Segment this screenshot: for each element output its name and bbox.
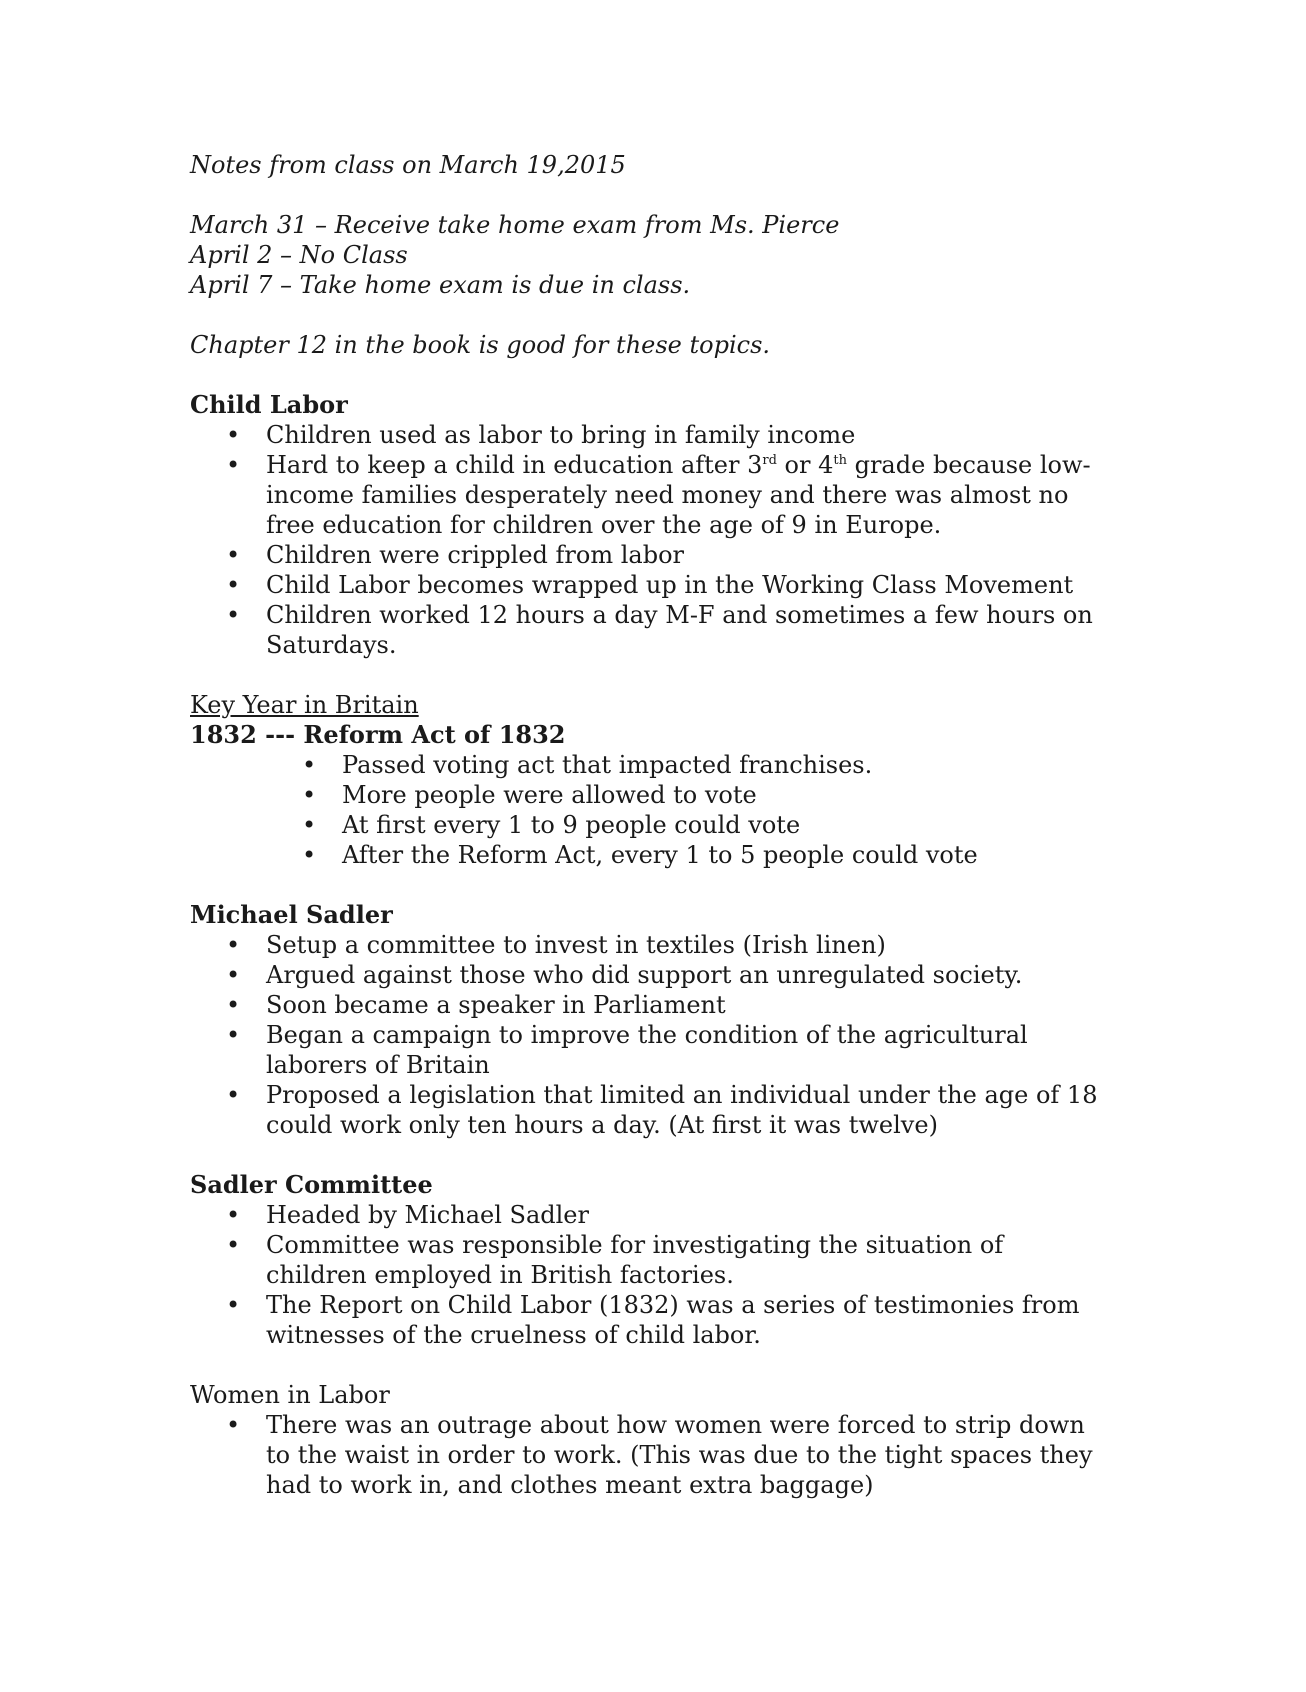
superscript: th [833,453,847,468]
section-heading-child-labor: Child Labor [190,390,348,419]
spacer [190,360,1106,390]
list-item [190,450,1106,540]
section-heading-women-in-labor: Women in Labor [190,1381,390,1409]
women-in-labor-list [190,1410,1106,1500]
list-item-text: or 4 [776,451,834,479]
list-item: • The Report on Child Labor (1832) was a series of testimonies from witnesses of the cruelness of child labor. [190,1290,1106,1350]
spacer [190,870,1106,900]
notes-date-line: Notes from class on March 19,2015 [190,151,626,179]
list-item: • Proposed a legislation that limited an individual under the age of 18 could work only ten hours a day. (At first it was twelve) [190,1080,1106,1140]
list-item: • Children worked 12 hours a day M-F and sometimes a few hours on Saturdays. [190,600,1106,660]
list-item: • Children were crippled from labor [190,540,1106,570]
chapter-note: Chapter 12 in the book is good for these topics. [190,331,771,359]
spacer [190,180,1106,210]
section-heading-reform-act: 1832 --- Reform Act of 1832 [190,720,566,749]
list-item: • More people were allowed to vote [190,780,1106,810]
schedule-line: March 31 – Receive take home exam from Ms. Pierce [190,211,840,239]
section-heading-michael-sadler: Michael Sadler [190,900,393,929]
section-heading-sadler-committee: Sadler Committee [190,1170,433,1199]
list-item: • Setup a committee to invest in textiles (Irish linen) [190,930,1106,960]
spacer [190,660,1106,690]
list-item: • Headed by Michael Sadler [190,1200,1106,1230]
list-item: • Committee was responsible for investigating the situation of children employed in British factories. [190,1230,1106,1290]
list-item: • Passed voting act that impacted franchises. [190,750,1106,780]
list-item: • Child Labor becomes wrapped up in the Working Class Movement [190,570,1106,600]
superscript: rd [762,453,777,468]
child-labor-list [190,420,1106,660]
schedule-line: April 2 – No Class [190,241,408,269]
list-item: • Argued against those who did support an unregulated society. [190,960,1106,990]
list-item: • Began a campaign to improve the condition of the agricultural laborers of Britain [190,1020,1106,1080]
list-item-text: Hard to keep a child in education after 3 [266,451,763,479]
reform-act-list [190,750,1106,870]
list-item: • There was an outrage about how women were forced to strip down to the waist in order to work. (This was due to the tight spaces they had to work in, and clothes meant extra baggage) [190,1410,1106,1500]
list-item: • Children used as labor to bring in family income [190,420,1106,450]
list-item: • After the Reform Act, every 1 to 5 people could vote [190,840,1106,870]
spacer [190,300,1106,330]
list-item: • Soon became a speaker in Parliament [190,990,1106,1020]
spacer [190,1350,1106,1380]
list-item-text: grade because low-income families desperately need money and there was almost no free education for children over the age of 9 in Europe. [266,451,1091,539]
spacer [190,1140,1106,1170]
list-item: • At first every 1 to 9 people could vote [190,810,1106,840]
sadler-committee-list [190,1200,1106,1350]
michael-sadler-list [190,930,1106,1140]
key-year-label: Key Year in Britain [190,691,419,719]
schedule-line: April 7 – Take home exam is due in class. [190,271,691,299]
